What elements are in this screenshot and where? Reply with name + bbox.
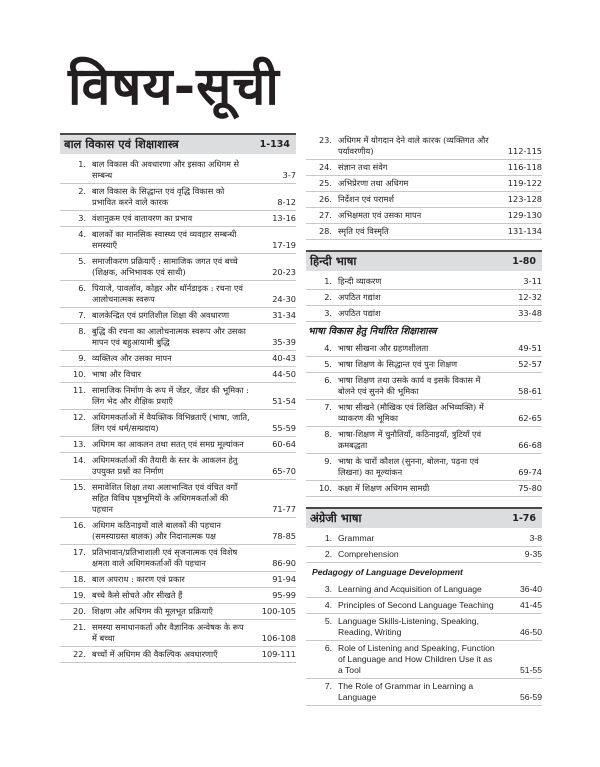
entry-title: समस्या समाधानकर्ता और वैज्ञानिक अन्वेषक के रूप में बच्चा — [92, 622, 244, 643]
entry-title: अधिगम में योगदान देने वाले कारक (व्यक्तिगत और पर्यावरणीय) — [338, 135, 489, 156]
entry-number: 8. — [78, 326, 86, 336]
entry-number: 7. — [78, 310, 86, 320]
entry-number: 26. — [318, 194, 332, 204]
entry-number: 28. — [318, 226, 332, 236]
entry-title: कक्षा में शिक्षण अधिगम सामग्री — [338, 483, 430, 493]
entry-number: 9. — [324, 456, 332, 466]
entry-number: 6. — [78, 283, 86, 293]
entry-pages: 3-11 — [523, 276, 542, 286]
entry-pages: 56-59 — [520, 692, 542, 702]
entry-pages: 62-65 — [518, 413, 542, 423]
entry-pages: 86-90 — [272, 558, 296, 568]
entry-pages: 51-54 — [272, 396, 296, 406]
entry-title: भाषा के चारों कौशल (सुनना, बोलना, पढ़ना एवं लिखना) का मूल्यांकन — [338, 456, 479, 477]
entry-title: समाजीकरण प्रक्रियाएँ : सामाजिक जगत एवं बच्चे (शिक्षक, अभिभावक एवं साथी) — [92, 256, 238, 277]
entry-pages: 100-105 — [261, 606, 296, 616]
entry-title: अधिगमकर्ताओं की तैयारी के स्तर के आकलन हेतु उपयुक्त प्रश्नों का निर्माण — [92, 455, 238, 476]
entry-number: 3. — [324, 584, 332, 594]
toc-entry — [306, 208, 542, 224]
entry-title: बालकेन्द्रित एवं प्रगतिशील शिक्षा की अवधारणा — [92, 310, 230, 320]
entry-pages: 91-94 — [272, 574, 296, 584]
entry-pages: 65-70 — [272, 466, 296, 476]
toc-entry — [60, 647, 296, 663]
entry-number: 22. — [72, 649, 86, 659]
toc-entry — [306, 341, 542, 357]
entry-title: भाषा और विचार — [92, 369, 142, 379]
toc-entry — [60, 254, 296, 281]
toc-entry — [60, 281, 296, 308]
entry-pages: 123-128 — [507, 194, 542, 204]
entry-pages: 106-108 — [261, 633, 296, 643]
toc-list-english — [306, 531, 542, 563]
entry-pages: 35-39 — [272, 337, 296, 347]
section-title: बाल विकास एवं शिक्षाशास्त्र — [64, 137, 179, 151]
entry-pages: 20-23 — [272, 267, 296, 277]
toc-entry — [306, 614, 542, 641]
entry-number: 4. — [324, 343, 332, 353]
entry-number: 1. — [324, 276, 332, 286]
toc-entry — [306, 531, 542, 547]
entry-pages: 8-12 — [277, 197, 296, 207]
entry-title: Learning and Acquisition of Language — [338, 584, 482, 594]
entry-title: Grammar — [338, 533, 375, 543]
entry-number: 10. — [72, 369, 86, 379]
entry-title: शिक्षण और अधिगम की मूलभूत प्रक्रियाएँ — [92, 606, 213, 616]
toc-list-child-development — [60, 157, 296, 663]
entry-pages: 40-43 — [272, 353, 296, 363]
entry-number: 12. — [72, 412, 86, 422]
toc-list-child-development-cont — [306, 133, 542, 240]
entry-title: अपठित पद्यांश — [338, 308, 381, 318]
entry-title: समावेशित शिक्षा तथा अलाभान्वित एवं वंचित वर्गों सहित विविध पृष्ठभूमियों के अधिगमकर्ताओं की पहचान — [92, 482, 238, 514]
toc-list-hindi-pedagogy — [306, 341, 542, 497]
entry-number: 24. — [318, 162, 332, 172]
toc-entry — [306, 547, 542, 563]
entry-number: 14. — [72, 455, 86, 465]
section-header-english — [306, 507, 542, 528]
entry-title: बुद्धि की रचना का आलोचनात्मक स्वरूप और उसका मापन एवं बहुआयामी बुद्धि — [92, 326, 246, 347]
toc-list-hindi — [306, 274, 542, 322]
entry-pages: 3-8 — [529, 533, 542, 543]
entry-number: 2. — [324, 549, 332, 559]
entry-title: भाषा-शिक्षण में चुनौतियाँ, कठिनाइयाँ, त्रुटियाँ एवं क्रमबद्धता — [338, 429, 482, 450]
entry-pages: 13-16 — [272, 213, 296, 223]
entry-pages: 51-55 — [520, 665, 542, 675]
entry-title: निर्देशन एवं परामर्श — [338, 194, 394, 204]
entry-number: 7. — [324, 402, 332, 412]
entry-title: बाल अपराध : कारण एवं प्रकार — [92, 574, 185, 584]
entry-pages: 52-57 — [518, 359, 542, 369]
entry-number: 5. — [78, 256, 86, 266]
entry-number: 10. — [318, 483, 332, 493]
entry-title: अभिक्षमता एवं उसका मापन — [338, 210, 422, 220]
entry-title: अपठित गद्यांश — [338, 292, 381, 302]
toc-entry — [60, 410, 296, 437]
entry-title: भाषा सीखने (मौखिक एवं लिखित अभिव्यक्ति) में व्याकरण की भूमिका — [338, 402, 484, 423]
toc-entry — [60, 620, 296, 647]
entry-title: संज्ञान तथा संवेग — [338, 162, 388, 172]
toc-entry — [306, 373, 542, 400]
entry-title: सामाजिक निर्माण के रूप में जेंडर, जेंडर की भूमिका : लिंग भेद और शैक्षिक प्रथाएँ — [92, 385, 249, 406]
entry-number: 2. — [78, 186, 86, 196]
entry-number: 4. — [324, 600, 332, 610]
section-header-hindi — [306, 250, 542, 271]
entry-number: 3. — [324, 308, 332, 318]
entry-pages: 131-134 — [507, 226, 542, 236]
entry-title: बालकों का मानसिक स्वास्थ्य एवं व्यवहार सम्बन्धी समस्याएँ — [92, 229, 237, 250]
entry-number: 20. — [72, 606, 86, 616]
entry-number: 23. — [318, 135, 332, 145]
left-column — [60, 133, 296, 663]
entry-number: 15. — [72, 482, 86, 492]
entry-title: भाषा शिक्षण तथा उसके कार्य व इसके विकास में बोलने एवं सुनने की भूमिका — [338, 375, 481, 396]
toc-entry — [60, 367, 296, 383]
entry-title: Comprehension — [338, 549, 399, 559]
toc-entry — [60, 437, 296, 453]
toc-entry — [60, 453, 296, 480]
toc-entry — [306, 641, 542, 679]
entry-pages: 12-32 — [518, 292, 542, 302]
toc-entry — [306, 290, 542, 306]
entry-pages: 95-99 — [272, 590, 296, 600]
toc-entry — [60, 184, 296, 211]
entry-number: 6. — [324, 643, 332, 653]
entry-number: 13. — [72, 439, 86, 449]
toc-entry — [306, 400, 542, 427]
entry-pages: 44-50 — [272, 369, 296, 379]
entry-pages: 46-50 — [520, 627, 542, 637]
entry-number: 17. — [72, 547, 86, 557]
entry-pages: 3-7 — [282, 170, 296, 180]
entry-number: 21. — [72, 622, 86, 632]
entry-title: अभिप्रेरणा तथा अधिगम — [338, 178, 409, 188]
entry-title: स्मृति एवं विस्मृति — [338, 226, 389, 236]
entry-pages: 31-34 — [272, 310, 296, 320]
entry-number: 25. — [318, 178, 332, 188]
toc-entry — [306, 679, 542, 706]
right-column — [306, 133, 542, 706]
toc-entry — [60, 518, 296, 545]
entry-title: The Role of Grammar in Learning a Language — [338, 681, 474, 702]
entry-pages: 116-118 — [507, 162, 542, 172]
toc-entry — [60, 383, 296, 410]
page-title: विषय-सूची — [68, 57, 280, 117]
toc-list-english-pedagogy — [306, 582, 542, 706]
entry-number: 16. — [72, 520, 86, 530]
entry-pages: 119-122 — [507, 178, 542, 188]
entry-pages: 75-80 — [518, 483, 542, 493]
entry-number: 19. — [72, 590, 86, 600]
toc-entry — [306, 306, 542, 322]
entry-number: 11. — [72, 385, 86, 395]
entry-number: 27. — [318, 210, 332, 220]
entry-number: 7. — [324, 681, 332, 691]
toc-entry — [60, 157, 296, 184]
section-header-child-development — [60, 133, 296, 154]
toc-entry — [306, 481, 542, 497]
subheading-english-pedagogy: Pedagogy of Language Development — [312, 567, 463, 577]
entry-title: वंशानुक्रम एवं वातावरण का प्रभाव — [92, 213, 193, 223]
toc-entry — [60, 604, 296, 620]
entry-title: अधिगम का आकलन तथा सतत् एवं समग्र मूल्यांकन — [92, 439, 244, 449]
toc-entry — [60, 545, 296, 572]
section-page-range: 1-134 — [259, 139, 290, 150]
section-title: अंग्रेजी भाषा — [310, 511, 362, 525]
entry-pages: 9-35 — [524, 549, 542, 559]
toc-entry — [306, 357, 542, 373]
entry-pages: 60-64 — [272, 439, 296, 449]
entry-number: 2. — [324, 292, 332, 302]
toc-entry — [306, 224, 542, 240]
toc-entry — [306, 582, 542, 598]
entry-pages: 58-61 — [518, 386, 542, 396]
entry-pages: 49-51 — [518, 343, 542, 353]
entry-title: हिन्दी व्याकरण — [338, 276, 382, 286]
entry-title: बच्चे कैसे सोचते और सीखते हैं — [92, 590, 183, 600]
toc-entry — [60, 351, 296, 367]
section-page-range: 1-80 — [512, 256, 536, 267]
entry-pages: 69-74 — [518, 467, 542, 477]
section-page-range: 1-76 — [512, 513, 536, 524]
entry-pages: 36-40 — [520, 584, 542, 594]
toc-entry — [306, 598, 542, 614]
entry-number: 9. — [78, 353, 86, 363]
entry-pages: 109-111 — [261, 649, 296, 659]
toc-entry — [60, 308, 296, 324]
entry-number: 1. — [324, 533, 332, 543]
entry-pages: 24-30 — [272, 294, 296, 304]
entry-pages: 33-48 — [518, 308, 542, 318]
entry-title: Language Skills-Listening, Speaking, Reading, Writing — [338, 616, 479, 637]
entry-number: 5. — [324, 359, 332, 369]
toc-entry — [306, 176, 542, 192]
entry-title: पियाजे, पावलॉव, कोह्लर और थॉर्नडाइक : रचना एवं आलोचनात्मक स्वरूप — [92, 283, 243, 304]
toc-entry — [306, 160, 542, 176]
entry-title: बच्चों में अधिगम की वैकल्पिक अवधारणाएँ — [92, 649, 218, 659]
entry-title: अधिगमकर्ताओं में वैयक्तिक विभिन्नताएँ (भाषा, जाति, लिंग एवं धर्म/सम्प्रदाय) — [92, 412, 250, 433]
entry-title: Role of Listening and Speaking, Function of Language and How Children Use it as a Tool — [338, 643, 495, 675]
entry-number: 8. — [324, 429, 332, 439]
toc-entry — [306, 427, 542, 454]
entry-pages: 71-77 — [272, 504, 296, 514]
entry-title: बाल विकास के सिद्धान्त एवं वृद्धि विकास को प्रभावित करने वाले कारक — [92, 186, 225, 207]
entry-pages: 41-45 — [520, 600, 542, 610]
section-title: हिन्दी भाषा — [310, 254, 357, 268]
entry-title: भाषा शिक्षण के सिद्धान्त एवं पुनः शिक्षण — [338, 359, 458, 369]
entry-number: 3. — [78, 213, 86, 223]
entry-pages: 112-115 — [507, 146, 542, 156]
entry-pages: 55-59 — [272, 423, 296, 433]
entry-number: 4. — [78, 229, 86, 239]
entry-title: व्यक्तित्व और उसका मापन — [92, 353, 172, 363]
toc-entry — [60, 480, 296, 518]
toc-entry — [60, 211, 296, 227]
entry-title: अधिगम कठिनाइयों वाले बालकों की पहचान (समस्याग्रस्त बालक) और निदानात्मक पक्ष — [92, 520, 221, 541]
toc-entry — [306, 454, 542, 481]
entry-title: Principles of Second Language Teaching — [338, 600, 494, 610]
entry-number: 1. — [78, 159, 86, 169]
toc-entry — [60, 227, 296, 254]
toc-entry — [60, 324, 296, 351]
entry-title: बाल विकास की अवधारणा और इसका अधिगम से सम्बन्ध — [92, 159, 240, 180]
toc-entry — [60, 572, 296, 588]
entry-title: भाषा सीखना और ग्रहणशीलता — [338, 343, 429, 353]
toc-entry — [306, 274, 542, 290]
entry-title: प्रतिभावान/प्रतिभाशाली एवं सृजनात्मक एवं विशेष क्षमता वाले अधिगमकर्ताओं की पहचान — [92, 547, 238, 568]
toc-entry — [306, 133, 542, 160]
subheading-hindi-pedagogy: भाषा विकास हेतु निर्धारित शिक्षाशास्त्र — [308, 326, 437, 337]
entry-number: 18. — [72, 574, 86, 584]
toc-entry — [306, 192, 542, 208]
entry-number: 5. — [324, 616, 332, 626]
entry-pages: 17-19 — [272, 240, 296, 250]
entry-number: 6. — [324, 375, 332, 385]
toc-entry — [60, 588, 296, 604]
entry-pages: 78-85 — [272, 531, 296, 541]
entry-pages: 129-130 — [507, 210, 542, 220]
entry-pages: 66-68 — [518, 440, 542, 450]
